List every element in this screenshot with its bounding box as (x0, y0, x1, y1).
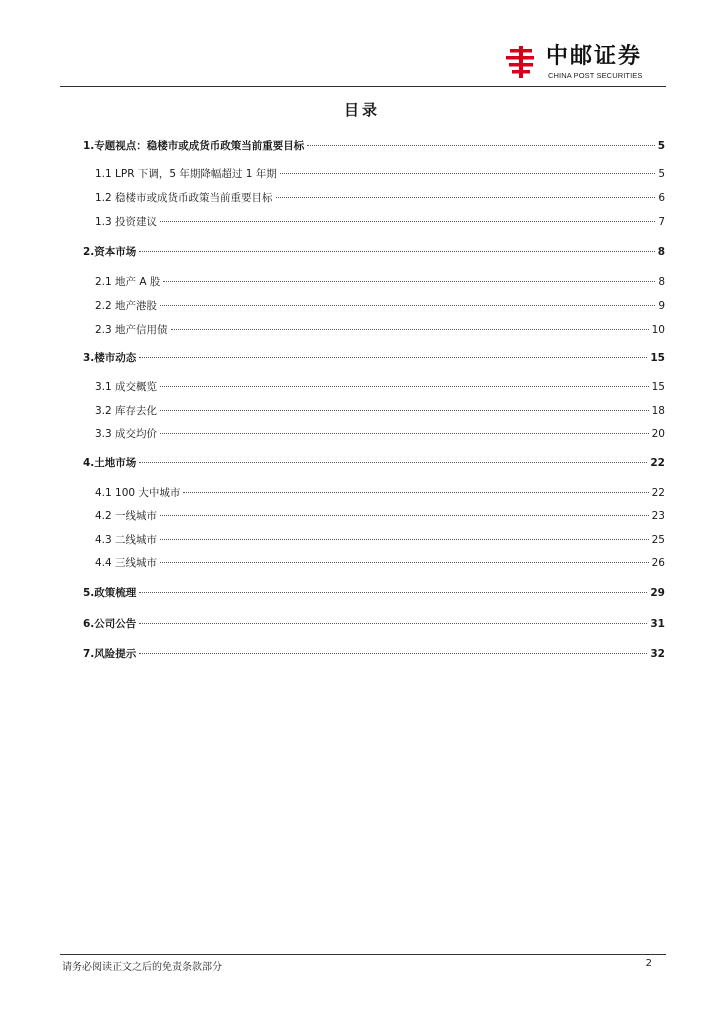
toc-entry[interactable] (83, 350, 665, 366)
toc-entry-label: 1.2 稳楼市或成货币政策当前重要目标 (95, 192, 273, 204)
toc-entry-label: 2.2 地产港股 (95, 300, 158, 312)
toc-entry[interactable] (83, 555, 665, 571)
toc-entry[interactable] (83, 485, 665, 501)
toc-entry[interactable] (83, 403, 665, 419)
toc-entry-label: 3.楼市动态 (83, 352, 137, 364)
toc-dot-leader (280, 173, 656, 174)
toc-dot-leader (139, 653, 647, 654)
toc-entry-label: 4.2 一线城市 (95, 510, 158, 522)
toc-dot-leader (160, 386, 649, 387)
toc-entry[interactable] (83, 298, 665, 314)
toc-entry-page: 10 (651, 324, 665, 336)
toc-entry[interactable] (83, 322, 665, 338)
toc-entry-page: 6 (658, 192, 665, 204)
page-header (60, 40, 666, 86)
toc-entry-page: 7 (658, 216, 665, 228)
toc-dot-leader (160, 410, 649, 411)
toc-entry-page: 15 (651, 381, 665, 393)
toc-dot-leader (160, 539, 649, 540)
toc-entry-label: 1.专题视点：稳楼市或成货币政策当前重要目标 (83, 140, 305, 152)
toc-dot-leader (183, 492, 648, 493)
toc-dot-leader (139, 592, 647, 593)
toc-dot-leader (307, 145, 654, 146)
toc-dot-leader (160, 221, 655, 222)
footer-divider (60, 954, 666, 955)
toc-entry-page: 32 (650, 648, 665, 660)
toc-entry[interactable] (83, 138, 665, 154)
toc-dot-leader (163, 281, 655, 282)
toc-dot-leader (171, 329, 649, 330)
china-post-logo-icon (506, 46, 536, 78)
logo-chinese-name: 中邮证券 (546, 44, 643, 69)
toc-entry-label: 2.资本市场 (83, 246, 137, 258)
toc-dot-leader (160, 515, 649, 516)
toc-entry[interactable] (83, 379, 665, 395)
toc-entry-label: 4.3 二线城市 (95, 534, 158, 546)
toc-entry[interactable] (83, 508, 665, 524)
toc-entry-label: 1.3 投资建议 (95, 216, 158, 228)
toc-entry-label: 2.3 地产信用债 (95, 324, 168, 336)
toc-dot-leader (139, 357, 647, 358)
logo-english-name: CHINA POST SECURITIES (548, 71, 643, 80)
toc-entry[interactable] (83, 274, 665, 290)
company-logo (506, 44, 666, 84)
toc-entry-label: 5.政策梳理 (83, 587, 137, 599)
toc-entry-page: 18 (651, 405, 665, 417)
footer-page-number: 2 (645, 958, 652, 969)
toc-entry[interactable] (83, 166, 665, 182)
toc-entry[interactable] (83, 585, 665, 601)
toc-dot-leader (139, 251, 654, 252)
toc-entry-page: 15 (650, 352, 665, 364)
toc-entry-page: 8 (658, 276, 665, 288)
toc-dot-leader (160, 305, 655, 306)
toc-entry-page: 25 (651, 534, 665, 546)
toc-entry-page: 22 (650, 457, 665, 469)
toc-entry-label: 4.1 100 大中城市 (95, 487, 181, 499)
toc-dot-leader (139, 462, 647, 463)
toc-entry-page: 8 (657, 246, 665, 258)
toc-entry-page: 22 (651, 487, 665, 499)
toc-dot-leader (160, 562, 649, 563)
toc-entry-page: 5 (658, 168, 665, 180)
toc-entry-label: 4.4 三线城市 (95, 557, 158, 569)
toc-dot-leader (276, 197, 656, 198)
toc-title: 目录 (343, 101, 380, 119)
toc-entry[interactable] (83, 616, 665, 632)
toc-entry[interactable] (83, 455, 665, 471)
toc-entry-label: 6.公司公告 (83, 618, 137, 630)
toc-entry-label: 4.土地市场 (83, 457, 137, 469)
toc-entry-label: 7.风险提示 (83, 648, 137, 660)
toc-entry-page: 9 (658, 300, 665, 312)
toc-entry-label: 3.2 库存去化 (95, 405, 158, 417)
toc-entry-label: 3.3 成交均价 (95, 428, 158, 440)
footer-disclaimer: 请务必阅读正文之后的免责条款部分 (62, 962, 222, 973)
toc-entry-label: 1.1 LPR 下调，5 年期降幅超过 1 年期 (95, 168, 277, 180)
toc-entry[interactable] (83, 532, 665, 548)
toc-entry[interactable] (83, 426, 665, 442)
toc-dot-leader (160, 433, 649, 434)
toc-entry[interactable] (83, 214, 665, 230)
toc-entry-page: 5 (657, 140, 665, 152)
toc-entry[interactable] (83, 244, 665, 260)
toc-entry-label: 3.1 成交概览 (95, 381, 158, 393)
toc-entry[interactable] (83, 646, 665, 662)
toc-entry-page: 23 (651, 510, 665, 522)
toc-entry[interactable] (83, 190, 665, 206)
toc-entry-page: 29 (650, 587, 665, 599)
toc-entry-page: 20 (651, 428, 665, 440)
header-divider (60, 86, 666, 87)
toc-dot-leader (139, 623, 647, 624)
toc-entry-page: 26 (651, 557, 665, 569)
toc-entry-page: 31 (650, 618, 665, 630)
toc-entry-label: 2.1 地产 A 股 (95, 276, 161, 288)
